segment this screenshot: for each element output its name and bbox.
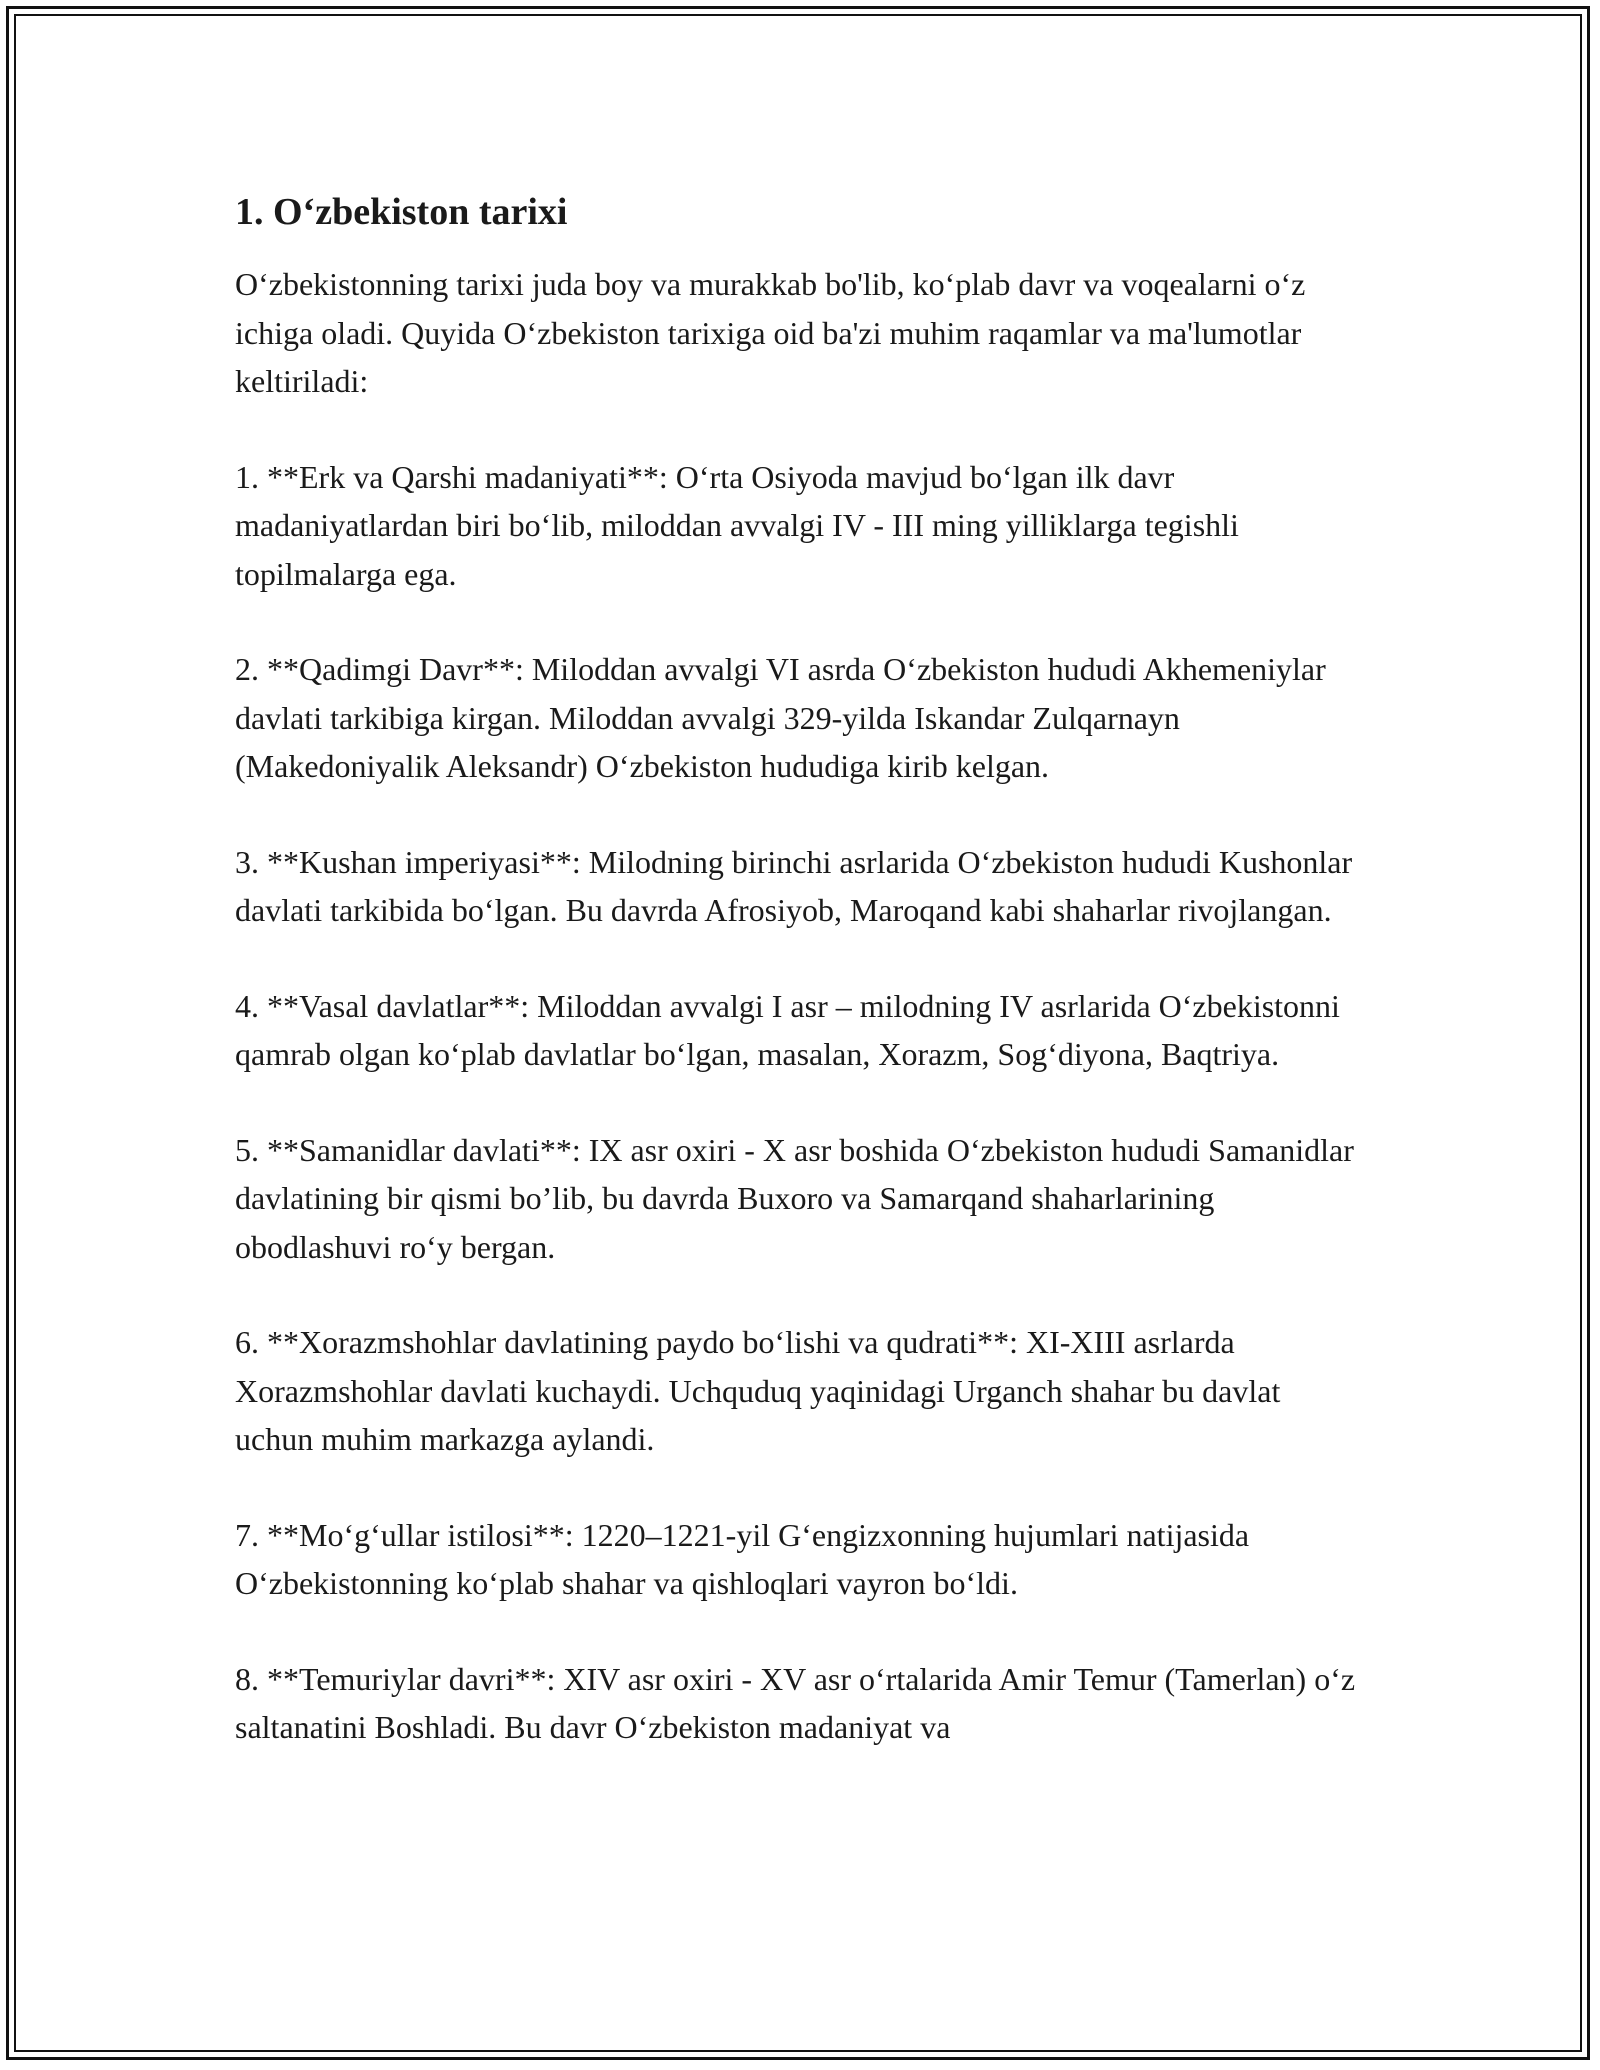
list-item: 7. **Mo‘g‘ullar istilosi**: 1220–1221-yil G‘engizxonning hujumlari natijasida O‘zbekistonning ko‘plab shahar va qishloqlari vayron bo‘ldi. xyxy=(235,1516,1250,1601)
document-page xyxy=(235,186,1365,1799)
list-item: 4. **Vasal davlatlar**: Miloddan avvalgi I asr – milodning IV asrlarida O‘zbekistonni qamrab olgan ko‘plab davlatlar bo‘lgan, masalan, Xorazm, Sog‘diyona, Baqtriya. xyxy=(235,987,1340,1072)
list-item: 1. **Erk va Qarshi madaniyati**: O‘rta Osiyoda mavjud bo‘lgan ilk davr madaniyatlardan biri bo‘lib, miloddan avvalgi IV - III ming yilliklarga tegishli topilmalarga ega. xyxy=(235,458,1239,592)
list-item: 8. **Temuriylar davri**: XIV asr oxiri - XV asr o‘rtalarida Amir Temur (Tamerlan) o‘z saltanatini Boshladi. Bu davr O‘zbekiston madaniyat va xyxy=(235,1660,1356,1745)
list-item: 5. **Samanidlar davlati**: IX asr oxiri - X asr boshida O‘zbekiston hududi Samanidlar davlatining bir qismi bo’lib, bu davrda Buxoro va Samarqand shaharlarining obodlashuvi ro‘y bergan. xyxy=(235,1131,1354,1265)
list-item: 3. **Kushan imperiyasi**: Milodning birinchi asrlarida O‘zbekiston hududi Kushonlar davlati tarkibida bo‘lgan. Bu davrda Afrosiyob, Maroqand kabi shaharlar rivojlangan. xyxy=(235,843,1353,928)
intro-paragraph: O‘zbekistonning tarixi juda boy va murakkab bo'lib, ko‘plab davr va voqealarni o‘z ichiga oladi. Quyida O‘zbekiston tarixiga oid ba'zi muhim raqamlar va ma'lumotlar keltiriladi: xyxy=(235,266,1306,399)
list-item: 6. **Xorazmshohlar davlatining paydo bo‘lishi va qudrati**: XI-XIII asrlarda Xorazmshohlar davlati kuchaydi. Uchquduq yaqinidagi Urganch shahar bu davlat uchun muhim markazga aylandi. xyxy=(235,1324,1281,1457)
list-item: 2. **Qadimgi Davr**: Miloddan avvalgi VI asrda O‘zbekiston hududi Akhemeniylar davlati tarkibiga kirgan. Miloddan avvalgi 329-yilda Iskandar Zulqarnayn (Makedoniyalik Aleksandr) O‘zbekiston hududiga kirib kelgan. xyxy=(235,651,1326,784)
section-title: 1. O‘zbekiston tarixi xyxy=(235,191,568,233)
